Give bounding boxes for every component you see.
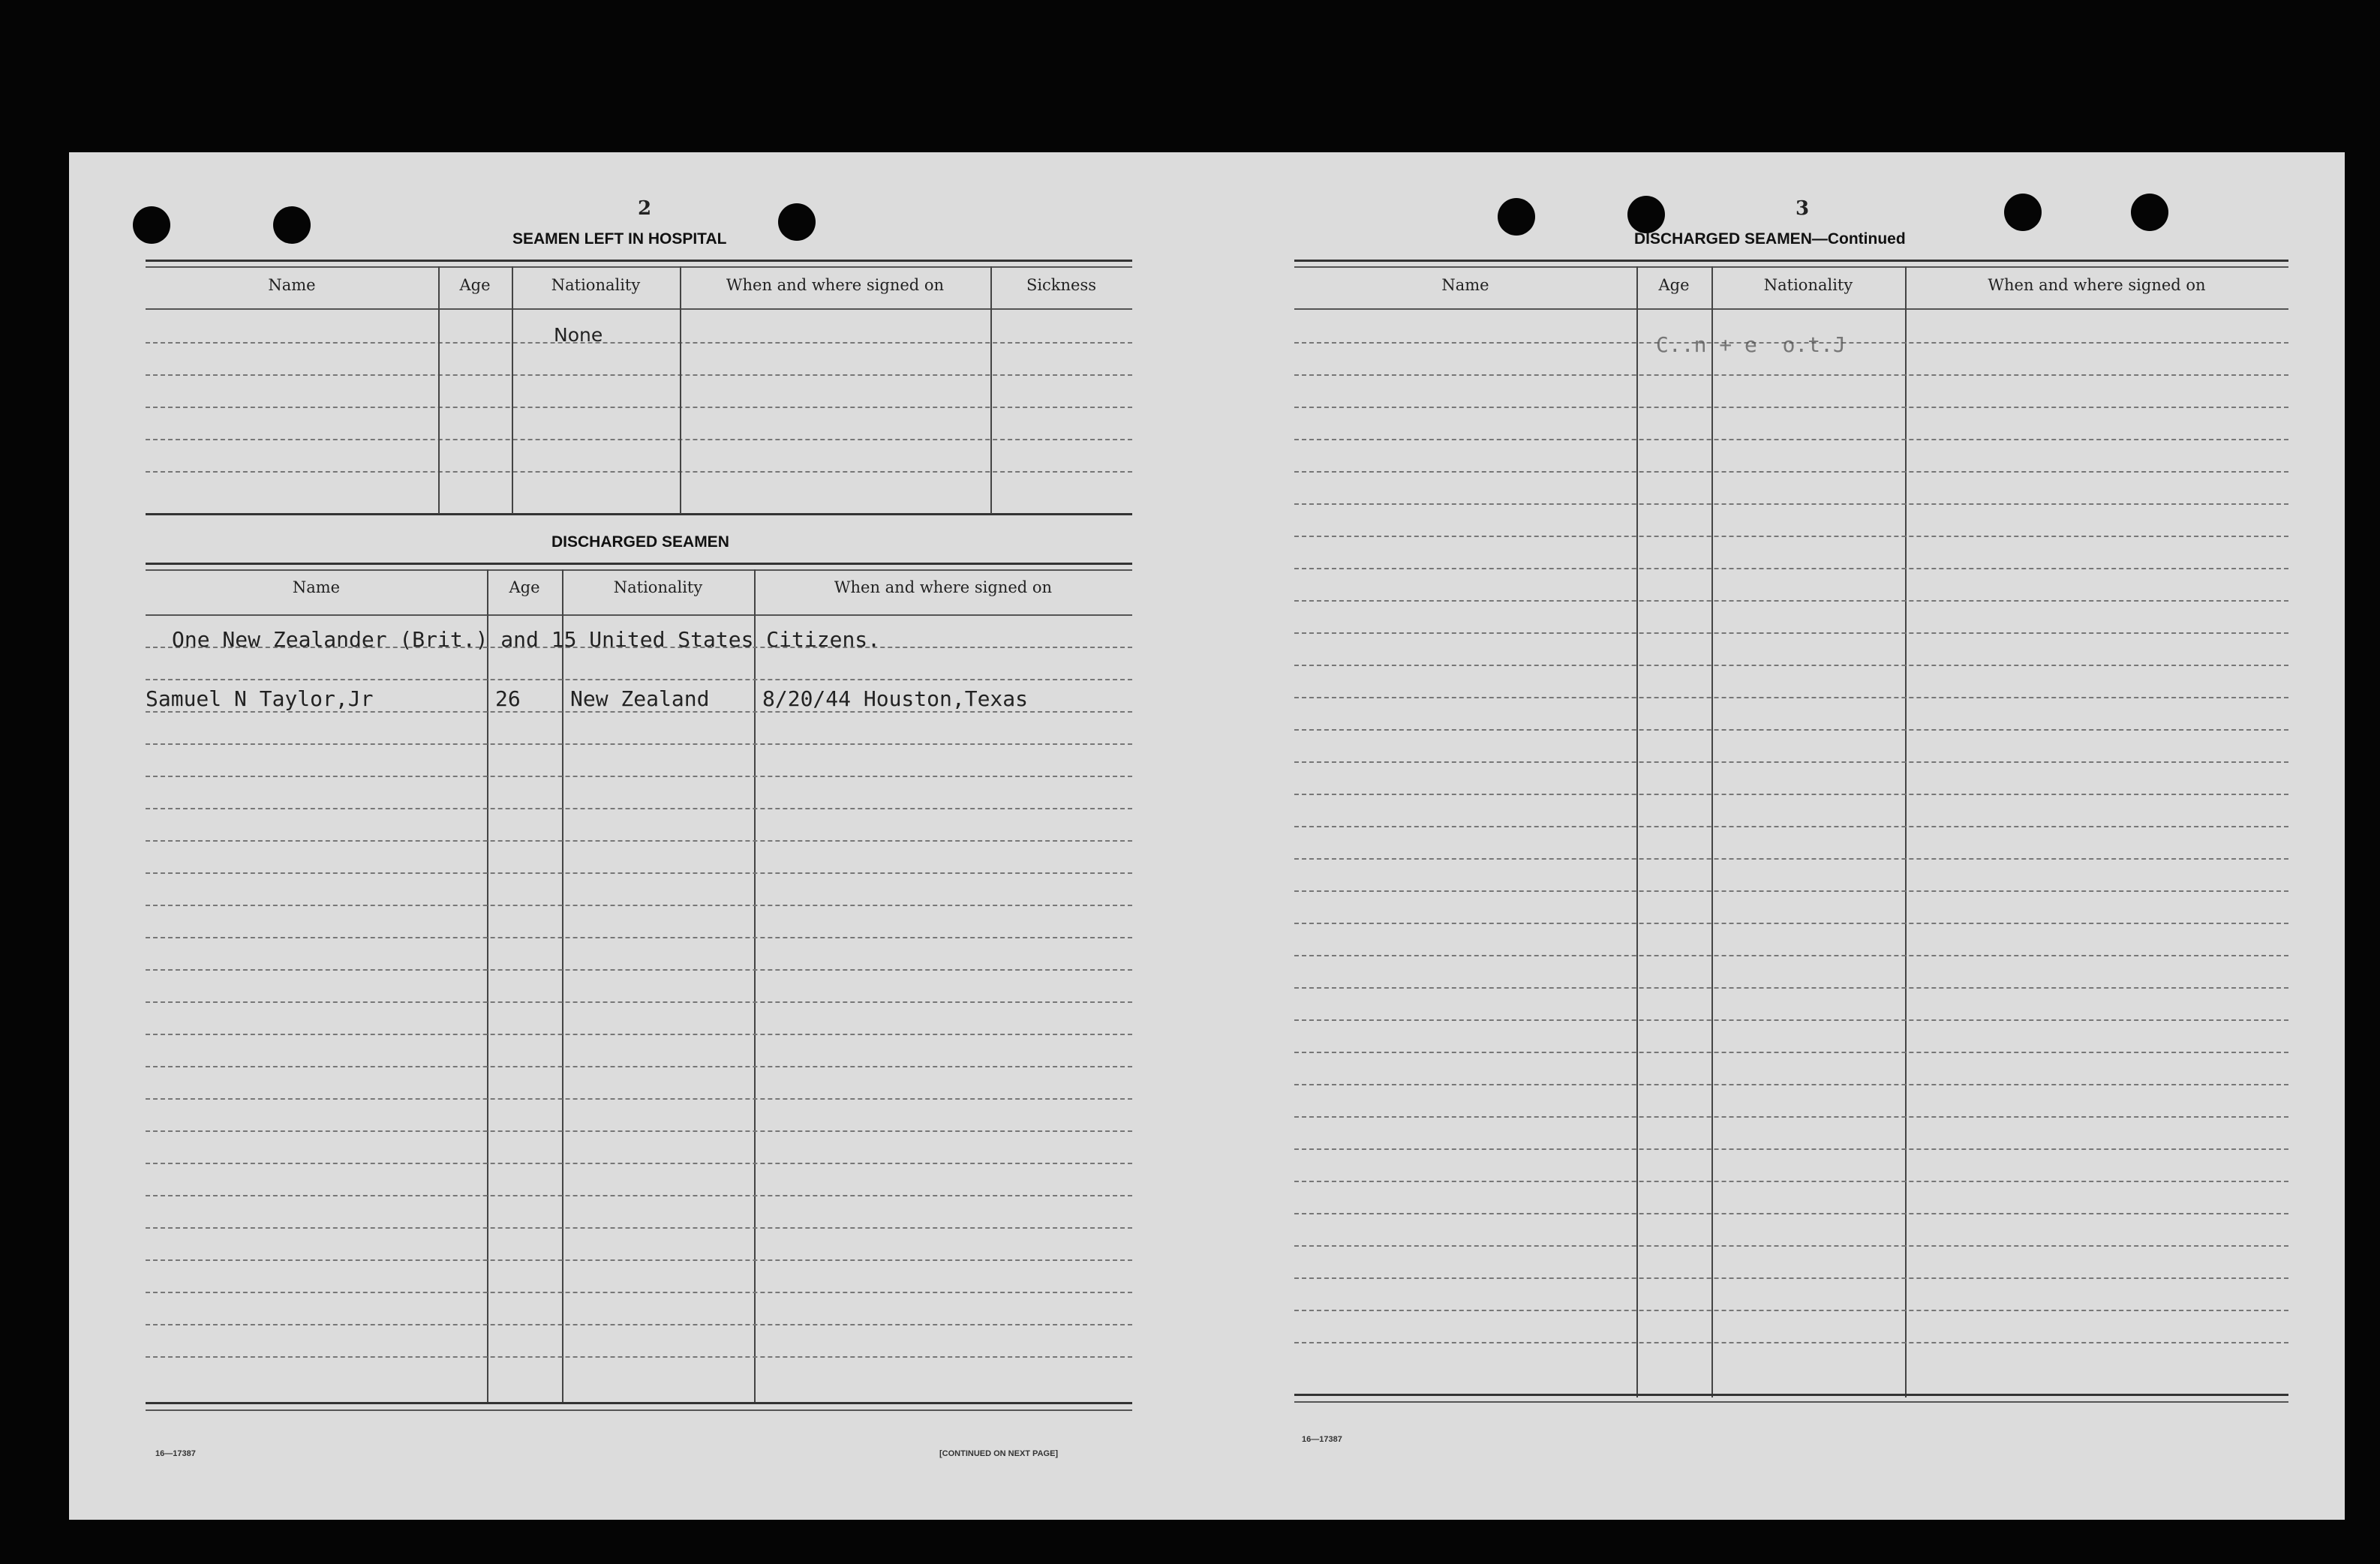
row-line — [1294, 1310, 2288, 1311]
column-divider — [512, 266, 513, 514]
punch-hole — [1498, 198, 1535, 236]
form-number-right: 16—17387 — [1302, 1435, 1342, 1444]
discharged-summary: One New Zealander (Brit.) and 15 United States Citizens. — [172, 627, 881, 652]
col-header-nationality: Nationality — [1763, 276, 1853, 294]
row-line — [1294, 1245, 2288, 1247]
rule — [1294, 1394, 2288, 1396]
row-line — [1294, 729, 2288, 731]
col-header-name: Name — [292, 578, 341, 596]
row-line — [1294, 1148, 2288, 1150]
document-sheet — [69, 152, 2345, 1520]
column-divider — [1905, 266, 1907, 1397]
column-divider — [438, 266, 440, 514]
row-line — [1294, 858, 2288, 860]
col-header-age: Age — [1658, 276, 1690, 294]
row-line — [1294, 568, 2288, 569]
row-line — [146, 840, 1132, 842]
rule — [146, 266, 1132, 268]
col-header-sickness: Sickness — [1026, 276, 1097, 294]
page-number-left: 2 — [638, 197, 652, 220]
rule — [146, 563, 1132, 565]
column-divider — [754, 569, 756, 1404]
row-line — [1294, 987, 2288, 989]
row-line — [1294, 890, 2288, 892]
seaman-nationality: New Zealand — [570, 686, 710, 711]
rule — [146, 614, 1132, 616]
col-header-name: Name — [268, 276, 316, 294]
row-line — [146, 776, 1132, 777]
row-line — [1294, 761, 2288, 763]
column-divider — [680, 266, 681, 514]
row-line — [146, 374, 1132, 376]
punch-hole — [2004, 194, 2042, 231]
column-divider — [1711, 266, 1713, 1397]
discharged-section-title: DISCHARGED SEAMEN — [551, 533, 729, 551]
row-line — [1294, 1019, 2288, 1021]
col-header-signed-on: When and where signed on — [834, 578, 1053, 596]
hospital-section-title: SEAMEN LEFT IN HOSPITAL — [512, 230, 727, 248]
row-line — [1294, 503, 2288, 505]
continued-note: [CONTINUED ON NEXT PAGE] — [939, 1449, 1059, 1458]
punch-hole — [273, 206, 311, 244]
punch-hole — [778, 203, 816, 241]
column-divider — [562, 569, 563, 1404]
rule — [146, 1409, 1132, 1411]
row-line — [1294, 536, 2288, 537]
row-line — [1294, 471, 2288, 473]
row-line — [146, 342, 1132, 344]
row-line — [1294, 1277, 2288, 1279]
row-line — [1294, 374, 2288, 376]
column-divider — [990, 266, 992, 514]
row-line — [146, 1163, 1132, 1164]
row-line — [1294, 439, 2288, 440]
rule — [146, 308, 1132, 310]
rule — [146, 1402, 1132, 1404]
row-line — [1294, 923, 2288, 924]
seaman-age: 26 — [495, 686, 521, 711]
rule — [1294, 266, 2288, 268]
row-line — [146, 679, 1132, 680]
row-line — [146, 1356, 1132, 1358]
row-line — [1294, 665, 2288, 666]
rule — [1294, 308, 2288, 310]
row-line — [146, 1259, 1132, 1261]
punch-hole — [1627, 196, 1665, 233]
row-line — [146, 1034, 1132, 1035]
col-header-nationality: Nationality — [551, 276, 641, 294]
row-line — [1294, 826, 2288, 827]
page-number-right: 3 — [1796, 197, 1810, 220]
row-line — [146, 439, 1132, 440]
row-line — [146, 872, 1132, 874]
column-divider — [487, 569, 488, 1404]
row-line — [1294, 1116, 2288, 1118]
row-line — [1294, 1052, 2288, 1053]
row-line — [146, 808, 1132, 809]
seaman-name: Samuel N Taylor,Jr — [146, 686, 374, 711]
row-line — [146, 1227, 1132, 1229]
rule — [146, 260, 1132, 262]
col-header-signed-on: When and where signed on — [726, 276, 945, 294]
row-line — [146, 1195, 1132, 1196]
col-header-age: Age — [459, 276, 491, 294]
row-line — [146, 1098, 1132, 1100]
rule — [146, 513, 1132, 515]
form-number-left: 16—17387 — [155, 1449, 196, 1458]
row-line — [146, 471, 1132, 473]
row-line — [1294, 632, 2288, 634]
col-header-nationality: Nationality — [613, 578, 703, 596]
hospital-entry-none: None — [554, 324, 603, 346]
col-header-signed-on: When and where signed on — [1988, 276, 2206, 294]
col-header-name: Name — [1441, 276, 1489, 294]
row-line — [1294, 697, 2288, 698]
row-line — [1294, 1181, 2288, 1182]
row-line — [146, 1001, 1132, 1003]
row-line — [146, 969, 1132, 971]
rule — [1294, 1401, 2288, 1403]
row-line — [1294, 407, 2288, 408]
row-line — [146, 743, 1132, 745]
seaman-signed-on: 8/20/44 Houston,Texas — [762, 686, 1029, 711]
row-line — [146, 1066, 1132, 1067]
row-line — [1294, 1084, 2288, 1085]
row-line — [146, 1292, 1132, 1293]
row-line — [146, 407, 1132, 408]
row-line — [146, 711, 1132, 713]
row-line — [146, 937, 1132, 938]
row-line — [1294, 1213, 2288, 1214]
row-line — [1294, 1342, 2288, 1343]
col-header-age: Age — [509, 578, 540, 596]
faint-stamp: C..n + e o.t.J — [1656, 332, 1846, 357]
column-divider — [1636, 266, 1638, 1397]
rule — [1294, 260, 2288, 262]
rule — [146, 569, 1132, 571]
discharged-continued-title: DISCHARGED SEAMEN—Continued — [1634, 230, 1906, 248]
row-line — [1294, 794, 2288, 795]
row-line — [146, 905, 1132, 906]
punch-hole — [2131, 194, 2168, 231]
row-line — [146, 1130, 1132, 1132]
row-line — [1294, 955, 2288, 956]
punch-hole — [133, 206, 170, 244]
row-line — [1294, 600, 2288, 602]
row-line — [146, 1324, 1132, 1325]
